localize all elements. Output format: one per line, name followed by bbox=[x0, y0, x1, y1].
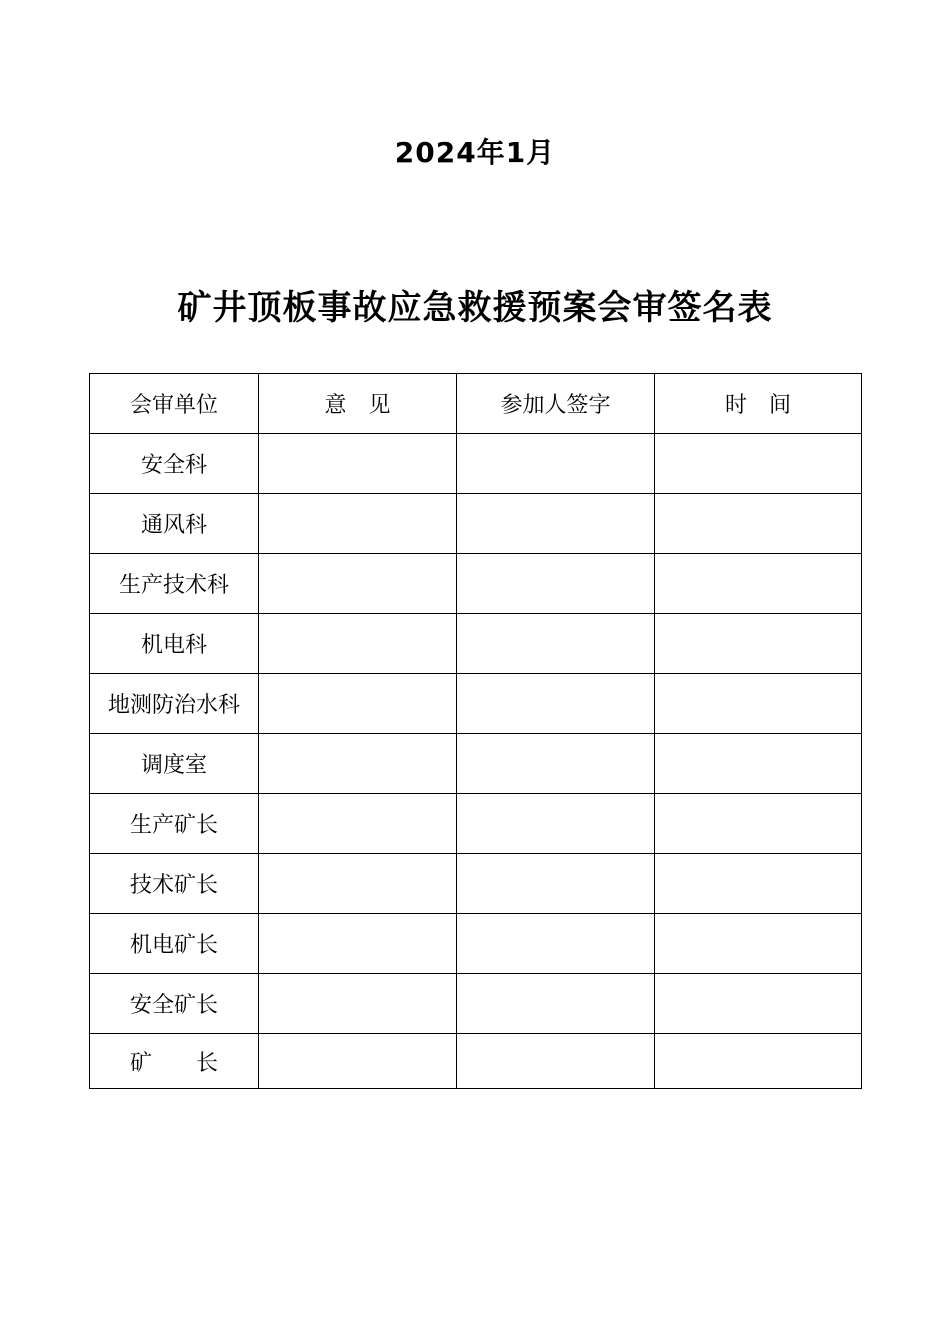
row-unit: 机电矿长 bbox=[90, 914, 259, 974]
opinion-cell[interactable] bbox=[259, 494, 457, 554]
table-row bbox=[90, 854, 862, 914]
row-unit: 技术矿长 bbox=[90, 854, 259, 914]
table-row bbox=[90, 974, 862, 1034]
table-header-row bbox=[90, 374, 862, 434]
opinion-cell[interactable] bbox=[259, 554, 457, 614]
signature-cell[interactable] bbox=[457, 974, 655, 1034]
opinion-cell[interactable] bbox=[259, 674, 457, 734]
signature-cell[interactable] bbox=[457, 734, 655, 794]
opinion-cell[interactable] bbox=[259, 734, 457, 794]
time-cell[interactable] bbox=[655, 734, 862, 794]
table-row bbox=[90, 494, 862, 554]
opinion-cell[interactable] bbox=[259, 914, 457, 974]
time-cell[interactable] bbox=[655, 854, 862, 914]
opinion-cell[interactable] bbox=[259, 434, 457, 494]
signature-cell[interactable] bbox=[457, 434, 655, 494]
row-unit: 调度室 bbox=[90, 734, 259, 794]
signature-cell[interactable] bbox=[457, 794, 655, 854]
table-row bbox=[90, 794, 862, 854]
column-header-opinion: 意 见 bbox=[259, 374, 457, 434]
document-title: 矿井顶板事故应急救援预案会审签名表 bbox=[177, 288, 773, 328]
signature-cell[interactable] bbox=[457, 674, 655, 734]
time-cell[interactable] bbox=[655, 794, 862, 854]
time-cell[interactable] bbox=[655, 554, 862, 614]
time-cell[interactable] bbox=[655, 974, 862, 1034]
table-row bbox=[90, 914, 862, 974]
column-header-unit: 会审单位 bbox=[90, 374, 259, 434]
opinion-cell[interactable] bbox=[259, 854, 457, 914]
column-header-signature: 参加人签字 bbox=[457, 374, 655, 434]
signature-cell[interactable] bbox=[457, 554, 655, 614]
time-cell[interactable] bbox=[655, 494, 862, 554]
row-unit: 机电科 bbox=[90, 614, 259, 674]
row-unit: 地测防治水科 bbox=[90, 674, 259, 734]
time-cell[interactable] bbox=[655, 1034, 862, 1089]
row-unit: 安全矿长 bbox=[90, 974, 259, 1034]
signature-cell[interactable] bbox=[457, 614, 655, 674]
opinion-cell[interactable] bbox=[259, 1034, 457, 1089]
signature-cell[interactable] bbox=[457, 494, 655, 554]
signature-cell[interactable] bbox=[457, 854, 655, 914]
row-unit: 安全科 bbox=[90, 434, 259, 494]
time-cell[interactable] bbox=[655, 434, 862, 494]
table-row bbox=[90, 614, 862, 674]
row-unit: 生产矿长 bbox=[90, 794, 259, 854]
signature-table bbox=[89, 373, 862, 1089]
row-unit: 生产技术科 bbox=[90, 554, 259, 614]
opinion-cell[interactable] bbox=[259, 614, 457, 674]
column-header-time: 时 间 bbox=[655, 374, 862, 434]
document-date: 2024年1月 bbox=[394, 136, 556, 169]
table-row bbox=[90, 674, 862, 734]
table-row bbox=[90, 554, 862, 614]
opinion-cell[interactable] bbox=[259, 974, 457, 1034]
time-cell[interactable] bbox=[655, 914, 862, 974]
row-unit: 通风科 bbox=[90, 494, 259, 554]
table-row bbox=[90, 1034, 862, 1089]
table-row bbox=[90, 434, 862, 494]
opinion-cell[interactable] bbox=[259, 794, 457, 854]
signature-cell[interactable] bbox=[457, 914, 655, 974]
time-cell[interactable] bbox=[655, 614, 862, 674]
row-unit: 矿 长 bbox=[90, 1034, 259, 1089]
signature-cell[interactable] bbox=[457, 1034, 655, 1089]
table-row bbox=[90, 734, 862, 794]
time-cell[interactable] bbox=[655, 674, 862, 734]
